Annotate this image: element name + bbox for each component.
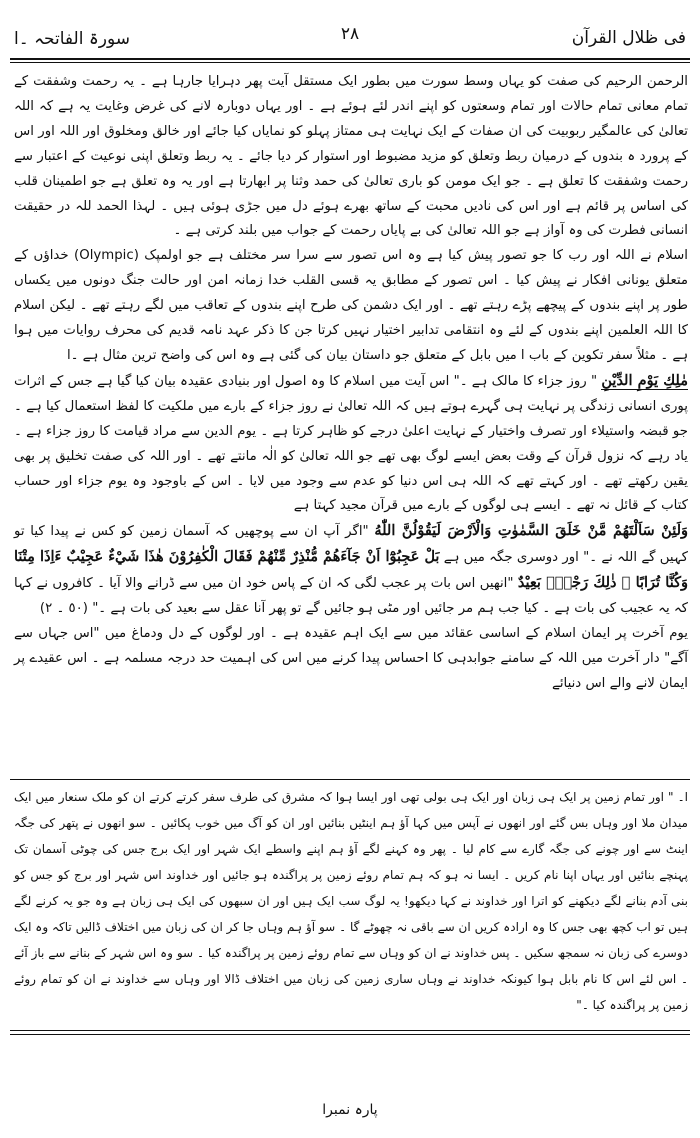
verse-quote-2: بَلْ عَجِبُوْٓا اَنْ جَآءَهُمْ مُّنْذِرٌ مِّنْهُمْ فَقَالَ الْكٰفِرُوْنَ هٰذَا شَيْءٌ عَجِيْبٌ ءَاِذَا مِتْنَا وَكُنَّا تُرَابًا ۚ ذٰلِكَ رَجْعٌۢ بَعِيْدٌ <box>14 548 688 592</box>
paragraph-maliki <box>14 369 688 519</box>
page-header <box>14 18 686 58</box>
paragraph-quotes <box>14 519 688 622</box>
footnote: ا۔ " اور تمام زمین پر ایک ہی زبان اور ایک ہی بولی تھی اور ایسا ہوا کہ مشرق کی طرف سفر کرتے کرتے ان کو ملک سنعار میں ایک میدان ملا اور وہاں بس گئے اور انھوں نے آپس میں کہا آؤ ہم اینٹیں بنائیں اور ان کو آگ میں خوب پکائیں ۔ سو انھوں نے پتھر کی جگہ اینٹ سے اور چونے کی جگہ گارے سے کام لیا ۔ پھر وہ کہنے لگے آؤ ہم اپنے واسطے ایک شہر اور ایک برج جس کی چوٹی آسمان تک پہنچے بنائیں اور یہاں اپنا نام کریں ۔ ایسا نہ ہو کہ ہم تمام روئے زمین پر پراگندہ ہو جائیں اور خداوند اس شہر اور برج کو جس کو بنی آدم بنانے لگے دیکھنے کو اترا اور خداوند نے کہا دیکھو! یہ لوگ سب ایک ہیں اور ان سبھوں کی ایک ہی زبان ہے وہ جو یہ کرنے لگے ہیں تو اب کچھ بھی جس کا وہ ارادہ کریں ان سے باقی نہ چھوٹے گا ۔ سو آؤ ہم وہاں جا کر ان کی زبان میں اختلاف ڈالیں تاکہ وہ ایک دوسرے کی زبان نہ سمجھ سکیں ۔ پس خداوند نے ان کو وہاں سے تمام روئے زمین پر پراگندہ کیا ۔ سو وہ اس شہر کے بنانے سے باز آئے ۔ اس لئے اس کا نام بابل ہوا کیونکہ خداوند نے وہاں ساری زمین کی زبان میں اختلاف ڈالا اور وہاں سے خداوند نے ان کو تمام روئے زمین پر پراگندہ کیا ۔" <box>14 790 689 1012</box>
book-title: فی ظلال القرآن <box>571 28 686 48</box>
footnote-separator <box>10 779 690 780</box>
header-rule <box>10 58 690 60</box>
verse-heading: مٰلِكِ يَوْمِ الدِّيْنِ <box>601 371 688 389</box>
paragraph-rahman: الرحمن الرحیم کی صفت کو یہاں وسط سورت میں بطور ایک مستقل آیت پھر دہرایا جارہا ہے ۔ یہ رحمت وشفقت کے تمام معانی تمام حالات اور تمام وسعتوں کو اپنے اندر لئے ہوئے ہے ۔ اور یہاں دوبارہ لانے کی غرض وغایت یہ ہے کہ اللہ تعالیٰ کی عالمگیر ربوبیت کی ان صفات کے ایک نہایت ہی ممتاز پہلو کو نمایاں کیا جائے اور خالق ومخلوق اور اللہ اور اس کے پرورد ہ بندوں کے درمیان ربط وتعلق کو مزید مضبوط اور استوار کر دیا جائے ۔ یہ ربط وتعلق اپنی نوعیت کے اعتبار سے رحمت وشفقت کا تعلق ہے ۔ جو ایک مومن کو باری تعالیٰ کی حمد وثنا پر ابھارتا ہے اور یہ وہ تعلق ہے جو اطمینان قلب کی اساس پر قائم ہے اور اس کی نادیں محبت کے ساتھ بھرے ہوئے دل میں جڑی ہوئی ہیں ۔ لہذا الحمد للہ در حقیقت انسانی فطرت کی وہ آواز ہے جو اللہ تعالیٰ کی بے پایاں رحمت کے جواب میں بلند کرتی ہے ۔ <box>14 74 688 239</box>
surah-reference: سورۃ الفاتحہ ۔ا <box>14 28 131 49</box>
paragraph-akhirat: یوم آخرت پر ایمان اسلام کے اساسی عقائد میں سے ایک اہم عقیدہ ہے ۔ اور لوگوں کے دل ودماغ میں "اس جہاں سے آگے" دار آخرت میں اللہ کے سامنے جوابدہی کا احساس پیدا کرنے میں اس کی اہمیت حد درجہ مسلمہ ہے ۔ اس عقیدے پر ایمان لانے والے اس دنیائے <box>14 625 688 691</box>
main-text <box>14 70 688 697</box>
paragraph-olympic: اسلام نے اللہ اور رب کا جو تصور پیش کیا ہے وہ اس تصور سے سرا سر مختلف ہے جو اولمپک (Olympic) خداؤں کے متعلق یونانی افکار نے پیش کیا ۔ اس تصور کے مطابق یہ قسی القلب خدا زمانہ امن اور حالت جنگ دونوں میں یکساں طور پر اپنے بندوں کے پیچھے پڑے رہتے تھے ۔ اور ایک دشمن کی طرح اپنے بندوں کے تعاقب میں لگے رہتے تھے ۔ لیکن اسلام کا اللہ العلمین اپنے بندوں کے لئے وہ انتقامی تدابیر اختیار نہیں کرتا جن کا ذکر عہد نامہ قدیم کی محرف روایات میں ہوا ہے ۔ مثلاً سفر تکوین کے باب ا میں بابل کے متعلق جو داستان بیان کی گئی ہے وہ اس کی واضح ترین مثال ہے ۔ا <box>14 248 688 363</box>
footer-rule-secondary <box>10 1034 690 1035</box>
page-number: ۲۸ <box>340 24 360 44</box>
verse-quote-1: وَلَئِنْ سَاَلْتَهُمْ مَّنْ خَلَقَ السَّمٰوٰتِ وَالْاَرْضَ لَيَقُوْلُنَّ اللّٰهُ <box>374 522 688 540</box>
verse-translation-2: "انھیں اس بات پر عجب لگی کہ ان کے پاس خود ان میں سے ڈرانے والا آیا ۔ کافروں نے کہا کہ یہ عجیب کی بات ہے ۔ کیا جب ہم مر جائیں اور مٹی ہو جائیں گے تو پھر آنا عقل سے بعید کی بات ہے ۔" (٥٠ ۔ ٢) <box>14 576 688 617</box>
header-rule-secondary <box>10 62 690 63</box>
verse-translation-1: "اگر آپ ان سے پوچھیں کہ آسمان زمین کو کس نے پیدا کیا تو کہیں گے اللہ نے ۔" اور دوسری جگہ میں ہے <box>14 524 688 566</box>
footer-rule <box>10 1030 690 1031</box>
page-footer: پارہ نمبرا <box>322 1102 378 1118</box>
heading-text: " روز جزاء کا مالک ہے ۔" اس آیت میں اسلام کا وہ اصول اور بنیادی عقیدہ بیان کیا گیا ہے جس کے اثرات پوری انسانی زندگی پر نہایت ہی گہرے ہوتے ہیں کہ اللہ تعالیٰ نے روز جزاء کے بارے میں ملکیت کا لفظ استعمال کیا ہے ۔ جو قبضہ واستیلاء اور تصرف واختیار کے نہایت اعلیٰ درجے کو ظاہر کرتا ہے ۔ یوم الدین سے مراد قیامت کا روز جزاء ہے ۔ یاد رہے کہ نزول قرآن کے وقت بعض ایسے لوگ بھی تھے جو اللہ تعالیٰ کو الٰہ مانتے تھے ۔ اور اللہ کی صفت تخلیق پر بھی یقین رکھتے تھے ۔ اور کہتے تھے کہ اللہ ہی اس دنیا کو عدم سے وجود میں لایا ۔ اس کے باوجود وہ یوم جزاء اور حساب کتاب کے قائل نہ تھے ۔ ایسے ہی لوگوں کے بارے میں قرآن مجید کہتا ہے <box>14 373 688 514</box>
